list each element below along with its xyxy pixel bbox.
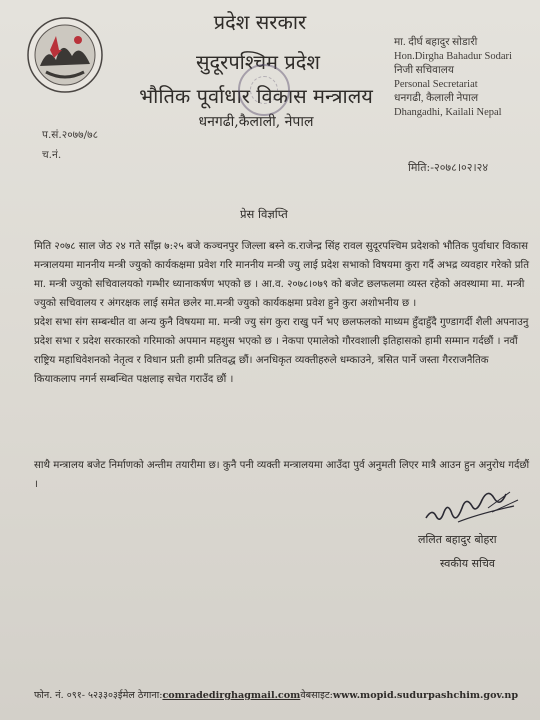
body-paragraph-1: मिति २०७८ साल जेठ २४ गते साँझ ७:२५ बजे कञ्चनपुर जिल्ला बस्ने क.राजेन्द्र सिंह रावल सुदूरपश्चिम प्रदेशको भौतिक पुर्वाधार विकास मन्त्रालयमा माननीय मन्त्री ज्युको कार्यकक्षमा प्रवेश गरि माननीय मन्त्री ज्यु लाई प्रदेश सभाको विषयमा कुरा गर्दै अभद्र व्यवहार गरेको प्रति मा. मन्त्री ज्युको सचिवालयको गम्भीर ध्यानाकर्षण भएको छ । आ.व. २०७८।०७९ को बजेट छलफलमा व्यस्त रहेको अवस्थामा मा. मन्त्री ज्युको सचिवालय र अंगरक्षक लाई समेत छलेर मा.मन्त्री ज्युको कार्यकक्षमा प्रवेश हुने कुरा अशोभनीय छ । bbox=[34, 241, 530, 309]
dispatch-number: च.नं. bbox=[42, 149, 62, 161]
footer-website-link[interactable]: www.mopid.sudurpashchim.gov.np bbox=[332, 690, 519, 701]
footer-phone: फोन. नं. ०९१- ५२३३०३ईमेल ठेगाना: bbox=[34, 690, 163, 701]
header-location: धनगढी,कैलाली, नेपाल bbox=[198, 114, 314, 130]
nepal-emblem-icon bbox=[26, 16, 104, 94]
office-minister-np: मा. दीर्घ बहादुर सोडारी bbox=[394, 37, 478, 48]
office-info bbox=[394, 36, 534, 120]
handwritten-signature bbox=[418, 478, 528, 536]
letter-date: मिति:-२०७८।०२।२४ bbox=[408, 161, 489, 174]
office-secretariat-en: Personal Secretariat bbox=[394, 79, 478, 90]
office-address-np: धनगढी, कैलाली नेपाल bbox=[394, 93, 479, 104]
office-minister-en: Hon.Dirgha Bahadur Sodari bbox=[394, 51, 512, 62]
header-government: प्रदेश सरकार bbox=[213, 10, 307, 34]
footer-email-link[interactable]: comradedirghagmail.com bbox=[162, 690, 301, 701]
reference-number: प.सं.२०७७/७८ bbox=[42, 129, 99, 141]
header-province: सुदूरपश्चिम प्रदेश bbox=[196, 50, 320, 74]
document-title: प्रेस विज्ञप्ति bbox=[240, 207, 288, 221]
office-secretariat-np: निजी सचिवालय bbox=[394, 65, 454, 76]
office-address-en: Dhangadhi, Kailali Nepal bbox=[394, 107, 502, 118]
signer-name: ललित बहादुर बोहरा bbox=[418, 533, 497, 546]
signer-title: स्वकीय सचिव bbox=[440, 557, 495, 570]
body-paragraph-2: प्रदेश सभा संग सम्बन्धीत वा अन्य कुनै विषयमा मा. मन्त्री ज्यु संग कुरा राखु पर्ने भए छलफलको माध्यम हुँदाहुँदै गुण्डागर्दी शैली अपनाउनु प्रदेश सभा र प्रदेश सरकारको गरिमाको अपमान महशुस भएको छ । नेकपा एमालेको गौरवशाली इतिहासको हामी सम्मान गर्दछौं । नवौं राष्ट्रिय महाधिवेशनको नेतृत्व र विधान प्रती हामी प्रतिवद्ध छौं। अनधिकृत व्यक्तीहरुले धम्काउने, त्रसित पार्ने जस्ता गैरराजनैतिक कियाकलाप नगर्न सम्बन्धित पक्षलाइ सचेत गराउँद छौं । bbox=[34, 317, 529, 385]
header-ministry: भौतिक पूर्वाधार विकास मन्त्रालय bbox=[139, 84, 373, 108]
body-paragraph-3: साथै मन्त्रालय बजेट निर्माणको अन्तीम तयारीमा छ। कुनै पनी व्यक्ती मन्त्रालयमा आउँदा पुर्व अनुमती लिएर मात्रै आउन हुन अनुरोध गर्दछौं । bbox=[34, 460, 530, 490]
footer-website-label: वेबसाइट: bbox=[300, 690, 333, 701]
footer-contact bbox=[34, 688, 518, 701]
official-stamp-inner-ring bbox=[250, 76, 278, 104]
